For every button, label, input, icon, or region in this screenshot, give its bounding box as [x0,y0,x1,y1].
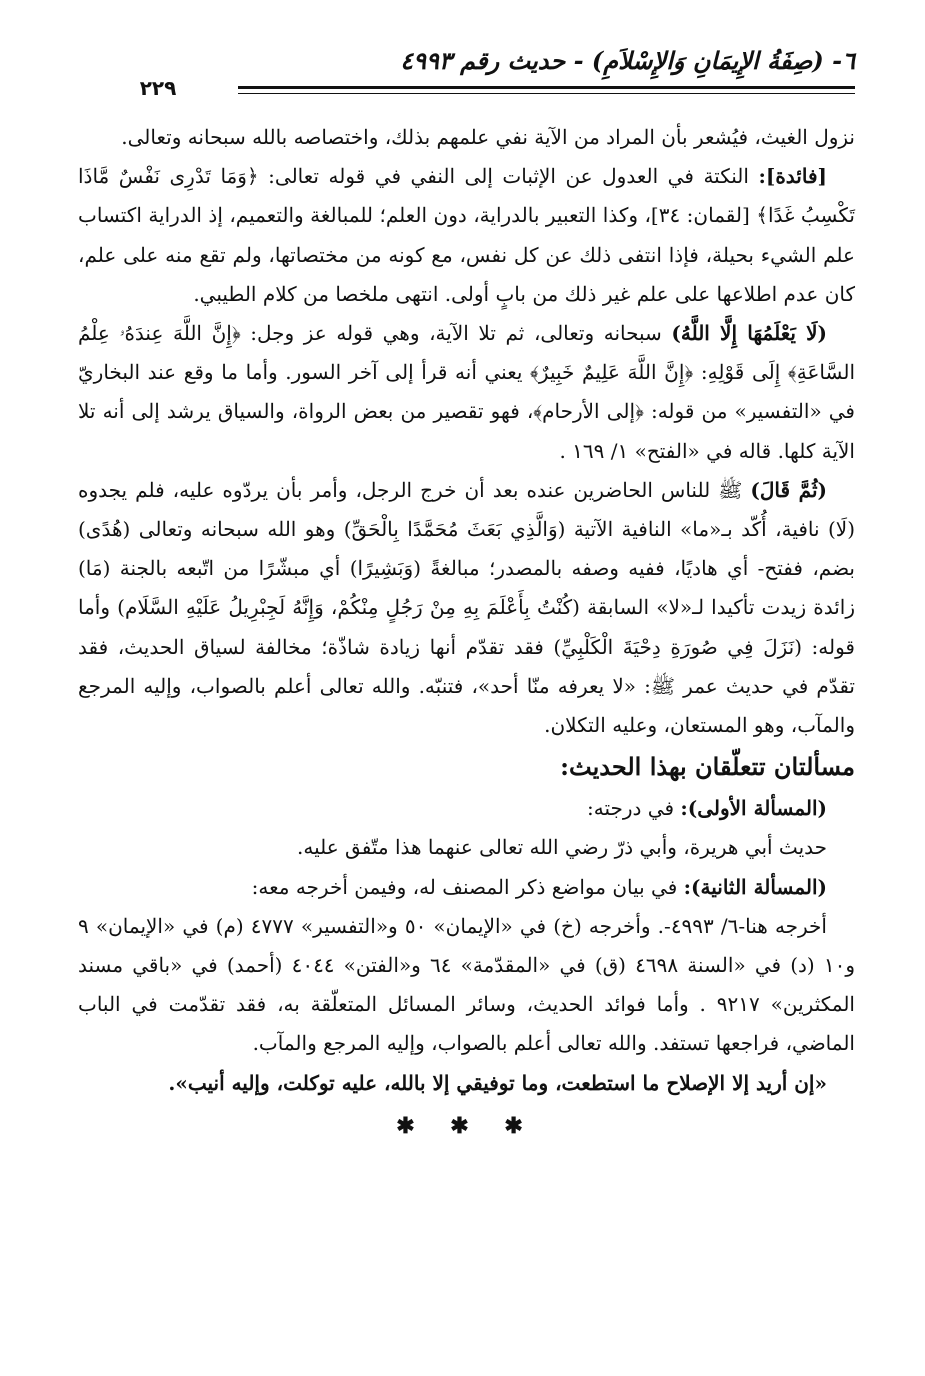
question-2-body: أخرجه هنا-٦/ ٤٩٩٣-. وأخرجه (خ) في «الإيمان» ٥٠ و«التفسير» ٤٧٧٧ (م) في «الإيمان» ٩ و١٠ (د) في «السنة ٤٦٩٨ (ق) في «المقدّمة» ٦٤ و«الفتن» ٤٠٤٤ (أحمد) في «باقي مسند المكثرين» ٩٢١٧ . وأما فوائد الحديث، وسائر المسائل المتعلّقة به، فقد تقدّمت في الباب الماضي، فراجعها تستفد. والله تعالى أعلم بالصواب، وإليه المرجع والمآب. [78,913,855,1056]
question-2-text: في بيان مواضع ذكر المصنف له، وفيمن أخرجه معه: [251,874,684,899]
paragraph-1: نزول الغيث، فيُشعر بأن المراد من الآية نفي علمهم بذلك، واختصاصه بالله سبحانه وتعالى. [121,125,855,149]
section-end-stars: ✱ ✱ ✱ [396,1112,537,1139]
paragraph-4-text: ﷺ للناس الحاضرين عنده بعد أن خرج الرجل، وأمر بأن يردّوه عليه، فلم يجدوه (لَا) نافية، أُكّد بـ«ما» النافية الآتية (وَالَّذِي بَعَثَ مُحَمَّدًا بِالْحَقِّ) وهو الله سبحانه وتعالى (هُدًى) بضم، ففتح- أي هاديًا، ففيه وصفه بالمصدر؛ مبالغةً (وَبَشِيرًا) أي مبشّرًا من اتّبعه بالجنة (مَا) زائدة زيدت تأكيدا لـ«لا» السابقة (كُنْتُ بِأَعْلَمَ بِهِ مِنْ رَجُلٍ مِنْكُمْ، وَإِنَّهُ لَجِبْرِيلُ عَلَيْهِ السَّلَام) وأما قوله: (نَزَلَ فِي صُورَةِ دِحْيَةَ الْكَلْبِيِّ) فقد تقدّم أنها زيادة شاذّة؛ مخالفة لسياق الحديث، فقد تقدّم في حديث عمر ﷺ: «لا يعرفه منّا أحد»، فتنبّه. والله تعالى أعلم بالصواب، وإليه المرجع والمآب، وهو المستعان، وعليه التكلان. [78,477,855,738]
question-1-text: في درجته: [587,796,681,821]
section-heading: مسألتان تتعلّقان بهذا الحديث: [560,752,855,782]
paragraph-3 [78,314,855,471]
header-rule-thin [236,93,855,94]
question-1-body: حديث أبي هريرة، وأبي ذرّ رضي الله تعالى عنهما هذا متّفق عليه. [297,835,827,860]
page-body [78,118,855,1146]
paragraph-2 [78,157,855,314]
closing-quote-text: «إن أريد إلا الإصلاح ما استطعت، وما توفيقي إلا بالله، عليه توكلت، وإليه أنيب». [168,1070,827,1095]
hadith-quote-4: (ثُمَّ قَالَ) [750,477,828,502]
paragraph-3-text: سبحانه وتعالى، ثم تلا الآية، وهي قوله عز وجل: ﴿إِنَّ اللَّهَ عِندَهُۥ عِلْمُ السَّاعَةِ﴾ إِلَى قَوْلِهِ: ﴿إِنَّ اللَّهَ عَلِيمٌ خَبِيرٌ﴾ يعني أنه قرأ إلى آخر السور. وأما ما وقع عند البخاريّ في «التفسير» من قوله: ﴿إلى الأرحام﴾، فهو تقصير من بعض الرواة، والسياق يرشد إلى أنه تلا الآية كلها. قاله في «الفتح» ١/ ١٦٩ . [78,321,855,463]
question-2-label: (المسألة الثانية): [683,874,827,899]
question-2-heading [78,868,855,907]
paragraph-4 [78,471,855,745]
question-1-heading [78,789,855,828]
running-header-title: ٦- (صِفَةُ الإِيمَانِ وَالإِسْلاَمِ) - حديث رقم ٤٩٩٣ [400,46,855,75]
paragraph-2-text: النكتة في العدول عن الإثبات إلى النفي في قوله تعالى: ﴿وَمَا تَدْرِى نَفْسٌ مَّاذَا تَكْسِبُ غَدًا﴾ [لقمان: ٣٤]، وكذا التعبير بالدراية، دون العلم؛ للمبالغة والتعميم، إذ الدراية اكتساب علم الشيء بحيلة، فإذا انتفى ذلك عن كل نفس، مع كونه من مختصاتها، ولم تقع منه على علم، كان عدم اطلاعها على علم غير ذلك من بابٍ أولى. انتهى ملخصا من كلام الطيبي. [78,164,855,306]
question-1-label: (المسألة الأولى): [680,796,827,821]
closing-quote [78,1064,855,1103]
page-number: ٢٢٩ [132,76,185,100]
note-label: [فائدة]: [758,164,827,189]
hadith-quote-3: (لَا يَعْلَمُهَا إِلَّا اللَّهُ) [671,321,827,346]
page-number-box [78,74,238,102]
